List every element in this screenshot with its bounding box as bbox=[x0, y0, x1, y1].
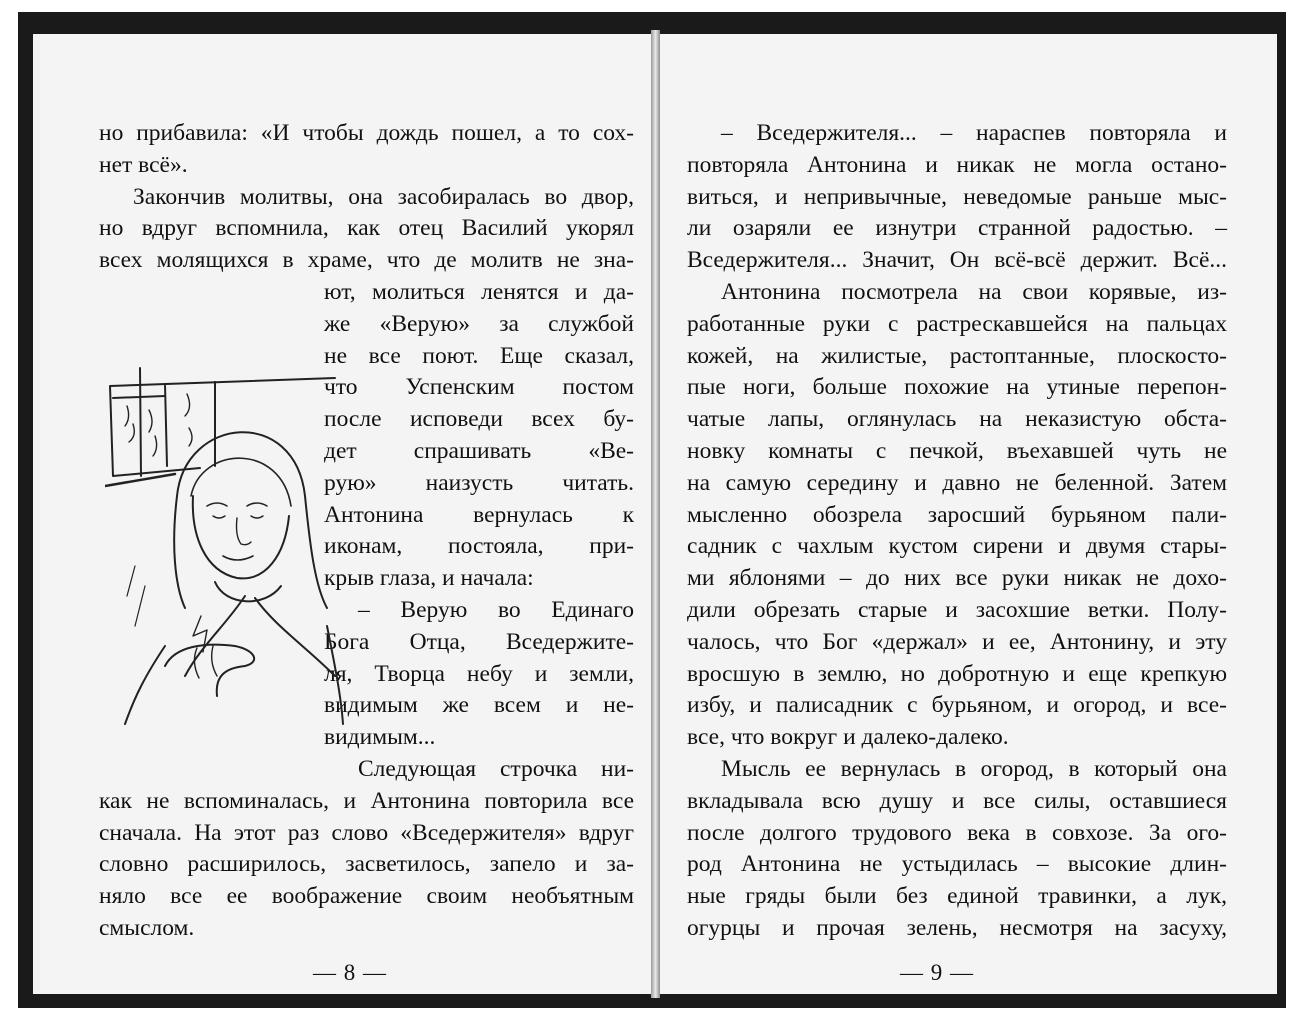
text-line: смыслом. bbox=[99, 914, 195, 941]
text-line: что Успенским постом bbox=[324, 374, 634, 401]
text-line: Антонина вернулась к bbox=[324, 501, 634, 528]
text-line: чатые лапы, оглянулась на неказистую обста- bbox=[687, 406, 1227, 433]
text-line: Бога Отца, Вседержите- bbox=[324, 628, 634, 655]
text-line: нет всё». bbox=[99, 151, 188, 178]
text-line: кожей, на жилистые, растоптанные, плоскосто- bbox=[687, 342, 1227, 369]
text-line: – Верую во Единаго bbox=[358, 596, 634, 623]
text-line: сначала. На этот раз слово «Вседержителя» вдруг bbox=[99, 819, 634, 846]
text-line: рую» наизусть читать. bbox=[324, 469, 634, 496]
text-line: ли озаряли ее изнутри странной радостью. – bbox=[687, 215, 1227, 242]
text-line: же «Верую» за службой bbox=[324, 310, 634, 337]
left-page bbox=[33, 34, 651, 994]
text-line: садник с чахлым кустом сирени и двумя стары- bbox=[687, 533, 1227, 560]
text-line: после исповеди всех бу- bbox=[324, 406, 634, 433]
text-line: род Антонина не устыдилась – высокие длин- bbox=[687, 851, 1227, 878]
text-line: Закончив молитвы, она засобиралась во двор, bbox=[133, 183, 634, 210]
text-line: повторяла Антонина и никак не могла остано- bbox=[687, 151, 1227, 178]
text-line: вкладывала всю душу и все силы, оставшиеся bbox=[687, 787, 1227, 814]
page-number: — 8 — bbox=[313, 960, 387, 985]
right-page-text bbox=[687, 118, 1227, 945]
text-line: Антонина посмотрела на свои корявые, из- bbox=[721, 278, 1227, 305]
text-line: ют, молиться ленятся и да- bbox=[324, 278, 634, 305]
text-line: после долгого трудового века в совхозе. За ого- bbox=[687, 819, 1227, 846]
text-line: чалось, что Бог «держал» и ее, Антонину, и эту bbox=[687, 628, 1227, 655]
text-line: ля, Творца небу и земли, bbox=[324, 660, 634, 687]
book-spine bbox=[651, 30, 660, 998]
text-line: видимым... bbox=[324, 724, 436, 751]
woman-praying-illustration bbox=[105, 346, 345, 726]
text-line: не все поют. Еще сказал, bbox=[324, 342, 634, 369]
text-line: Вседержителя... Значит, Он всё-всё держит. Всё... bbox=[687, 247, 1227, 274]
text-line: вросшую в землю, но добротную и еще крепкую bbox=[687, 660, 1227, 687]
text-line: но прибавила: «И чтобы дождь пошел, а то сох- bbox=[99, 120, 634, 146]
text-line: ми яблонями – до них все руки никак не дохо- bbox=[687, 565, 1227, 592]
text-line: работанные руки с растрескавшейся на пальцах bbox=[687, 310, 1227, 337]
text-line: избу, и палисадник с бурьяном, и огород, и все- bbox=[687, 692, 1227, 719]
text-line: дет спрашивать «Ве- bbox=[324, 437, 634, 464]
text-line: Следующая строчка ни- bbox=[358, 755, 634, 782]
text-line: иконам, постояла, при- bbox=[324, 533, 634, 560]
text-line: дили обрезать старые и засохшие ветки. Полу- bbox=[687, 596, 1227, 623]
text-line: как не вспоминалась, и Антонина повторила все bbox=[99, 787, 634, 814]
right-page bbox=[660, 34, 1277, 994]
text-line: пые ноги, больше похожие на утиные перепон- bbox=[687, 374, 1227, 401]
text-line: новку комнаты с печкой, въехавшей чуть не bbox=[687, 437, 1227, 464]
text-line: огурцы и прочая зелень, несмотря на засуху, bbox=[687, 914, 1227, 941]
text-line: виться, и непривычные, неведомые раньше мыс- bbox=[687, 183, 1227, 210]
text-line: на самую середину и давно не беленной. Затем bbox=[687, 469, 1227, 496]
text-line: видимым же всем и не- bbox=[324, 692, 634, 719]
text-line: мысленно обозрела заросший бурьяном пали- bbox=[687, 501, 1227, 528]
text-line: – Вседержителя... – нараспев повторяла и bbox=[721, 120, 1227, 146]
text-line: няло все ее воображение своим необъятным bbox=[99, 883, 634, 910]
text-line: ные гряды были без единой травинки, а лук, bbox=[687, 883, 1227, 910]
text-line: Мысль ее вернулась в огород, в который она bbox=[721, 755, 1227, 782]
text-line: крыв глаза, и начала: bbox=[324, 565, 534, 592]
text-line: всех молящихся в храме, что де молитв не зна- bbox=[99, 247, 634, 274]
text-line: все, что вокруг и далеко-далеко. bbox=[687, 724, 1009, 751]
text-line: но вдруг вспомнила, как отец Василий укорял bbox=[99, 215, 634, 242]
page-number: — 9 — bbox=[900, 960, 974, 985]
text-line: словно расширилось, засветилось, запело и за- bbox=[99, 851, 634, 878]
